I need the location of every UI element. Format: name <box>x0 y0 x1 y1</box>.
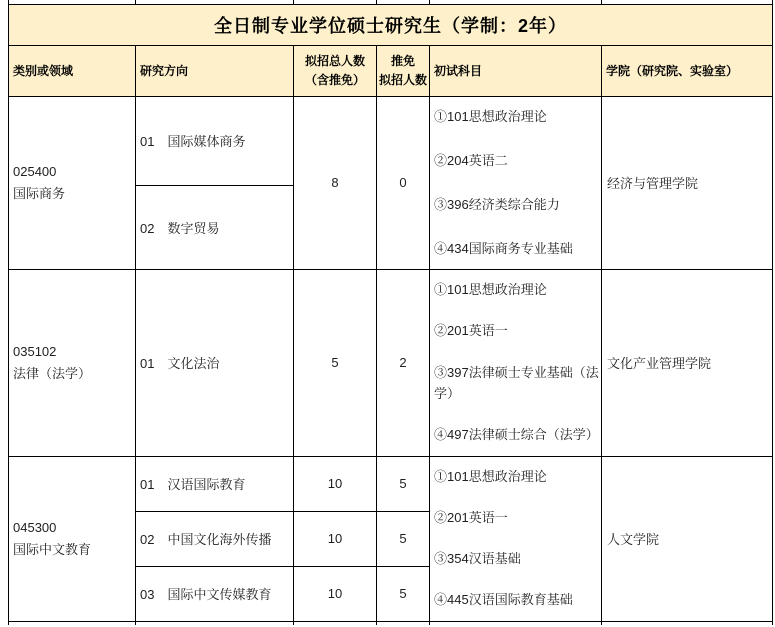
college-cell: 经济与管理学院 <box>602 96 773 269</box>
category-name: 国际中文教育 <box>13 541 92 557</box>
exam-subject: ①101思想政治理论 <box>434 468 547 484</box>
direction-cell: 02 中国文化海外传播 <box>136 511 294 566</box>
exam-subjects-cell <box>430 269 602 456</box>
exam-subject: ③397法律硕士专业基础（法学） <box>434 364 599 401</box>
col-header-total <box>294 45 377 96</box>
spacer-cell <box>136 621 294 625</box>
direction-cell: 01 汉语国际教育 <box>136 456 294 511</box>
category-cell <box>9 96 136 269</box>
column-header-row <box>9 45 773 96</box>
direction-cell: 01 文化法治 <box>136 269 294 456</box>
col-header-direction: 研究方向 <box>136 45 294 96</box>
tuimian-count: 2 <box>377 269 430 456</box>
section-title: 全日制专业学位硕士研究生（学制：2年） <box>9 4 773 45</box>
table-row <box>9 269 773 456</box>
col-header-tuimian-line2: 拟招人数 <box>378 72 427 87</box>
total-count: 10 <box>294 566 377 621</box>
exam-subject: ④434国际商务专业基础 <box>434 240 573 256</box>
col-header-subjects: 初试科目 <box>430 45 602 96</box>
admissions-table <box>8 0 773 625</box>
col-header-tuimian-line1: 推免 <box>390 53 415 68</box>
exam-subjects-cell <box>430 456 602 621</box>
category-name: 法律（法学） <box>13 365 92 381</box>
col-header-total-line2: （含推免） <box>304 72 365 87</box>
exam-subject: ④497法律硕士综合（法学） <box>434 427 599 443</box>
college-cell: 人文学院 <box>602 456 773 621</box>
spacer-cell <box>294 621 377 625</box>
spacer-row-bottom <box>9 621 773 625</box>
col-header-tuimian <box>377 45 430 96</box>
category-cell <box>9 456 136 621</box>
direction-cell: 01 国际媒体商务 <box>136 96 294 185</box>
exam-subject: ②201英语一 <box>434 323 508 339</box>
total-count: 8 <box>294 96 377 269</box>
tuimian-count: 5 <box>377 511 430 566</box>
category-name: 国际商务 <box>13 185 66 201</box>
spacer-cell <box>377 621 430 625</box>
exam-subject: ④445汉语国际教育基础 <box>434 592 573 608</box>
total-count: 10 <box>294 511 377 566</box>
spacer-cell <box>9 621 136 625</box>
total-count: 5 <box>294 269 377 456</box>
category-code: 035102 <box>13 343 57 359</box>
direction-cell: 02 数字贸易 <box>136 185 294 269</box>
category-code: 045300 <box>13 519 57 535</box>
col-header-college: 学院（研究院、实验室） <box>602 45 773 96</box>
tuimian-count: 5 <box>377 456 430 511</box>
col-header-category: 类别或领域 <box>9 45 136 96</box>
tuimian-count: 0 <box>377 96 430 269</box>
exam-subject: ②201英语一 <box>434 509 508 525</box>
spacer-cell <box>602 621 773 625</box>
col-header-total-line1: 拟招总人数 <box>304 53 365 68</box>
exam-subjects-cell <box>430 96 602 269</box>
exam-subject: ①101思想政治理论 <box>434 108 547 124</box>
college-cell: 文化产业管理学院 <box>602 269 773 456</box>
table-row <box>9 96 773 185</box>
spacer-cell <box>430 621 602 625</box>
tuimian-count: 5 <box>377 566 430 621</box>
exam-subject: ①101思想政治理论 <box>434 281 547 297</box>
exam-subject: ②204英语二 <box>434 152 508 168</box>
section-title-row <box>9 4 773 45</box>
category-code: 025400 <box>13 163 57 179</box>
total-count: 10 <box>294 456 377 511</box>
table-row <box>9 456 773 511</box>
exam-subject: ③354汉语基础 <box>434 551 521 567</box>
direction-cell: 03 国际中文传媒教育 <box>136 566 294 621</box>
category-cell <box>9 269 136 456</box>
exam-subject: ③396经济类综合能力 <box>434 196 560 212</box>
